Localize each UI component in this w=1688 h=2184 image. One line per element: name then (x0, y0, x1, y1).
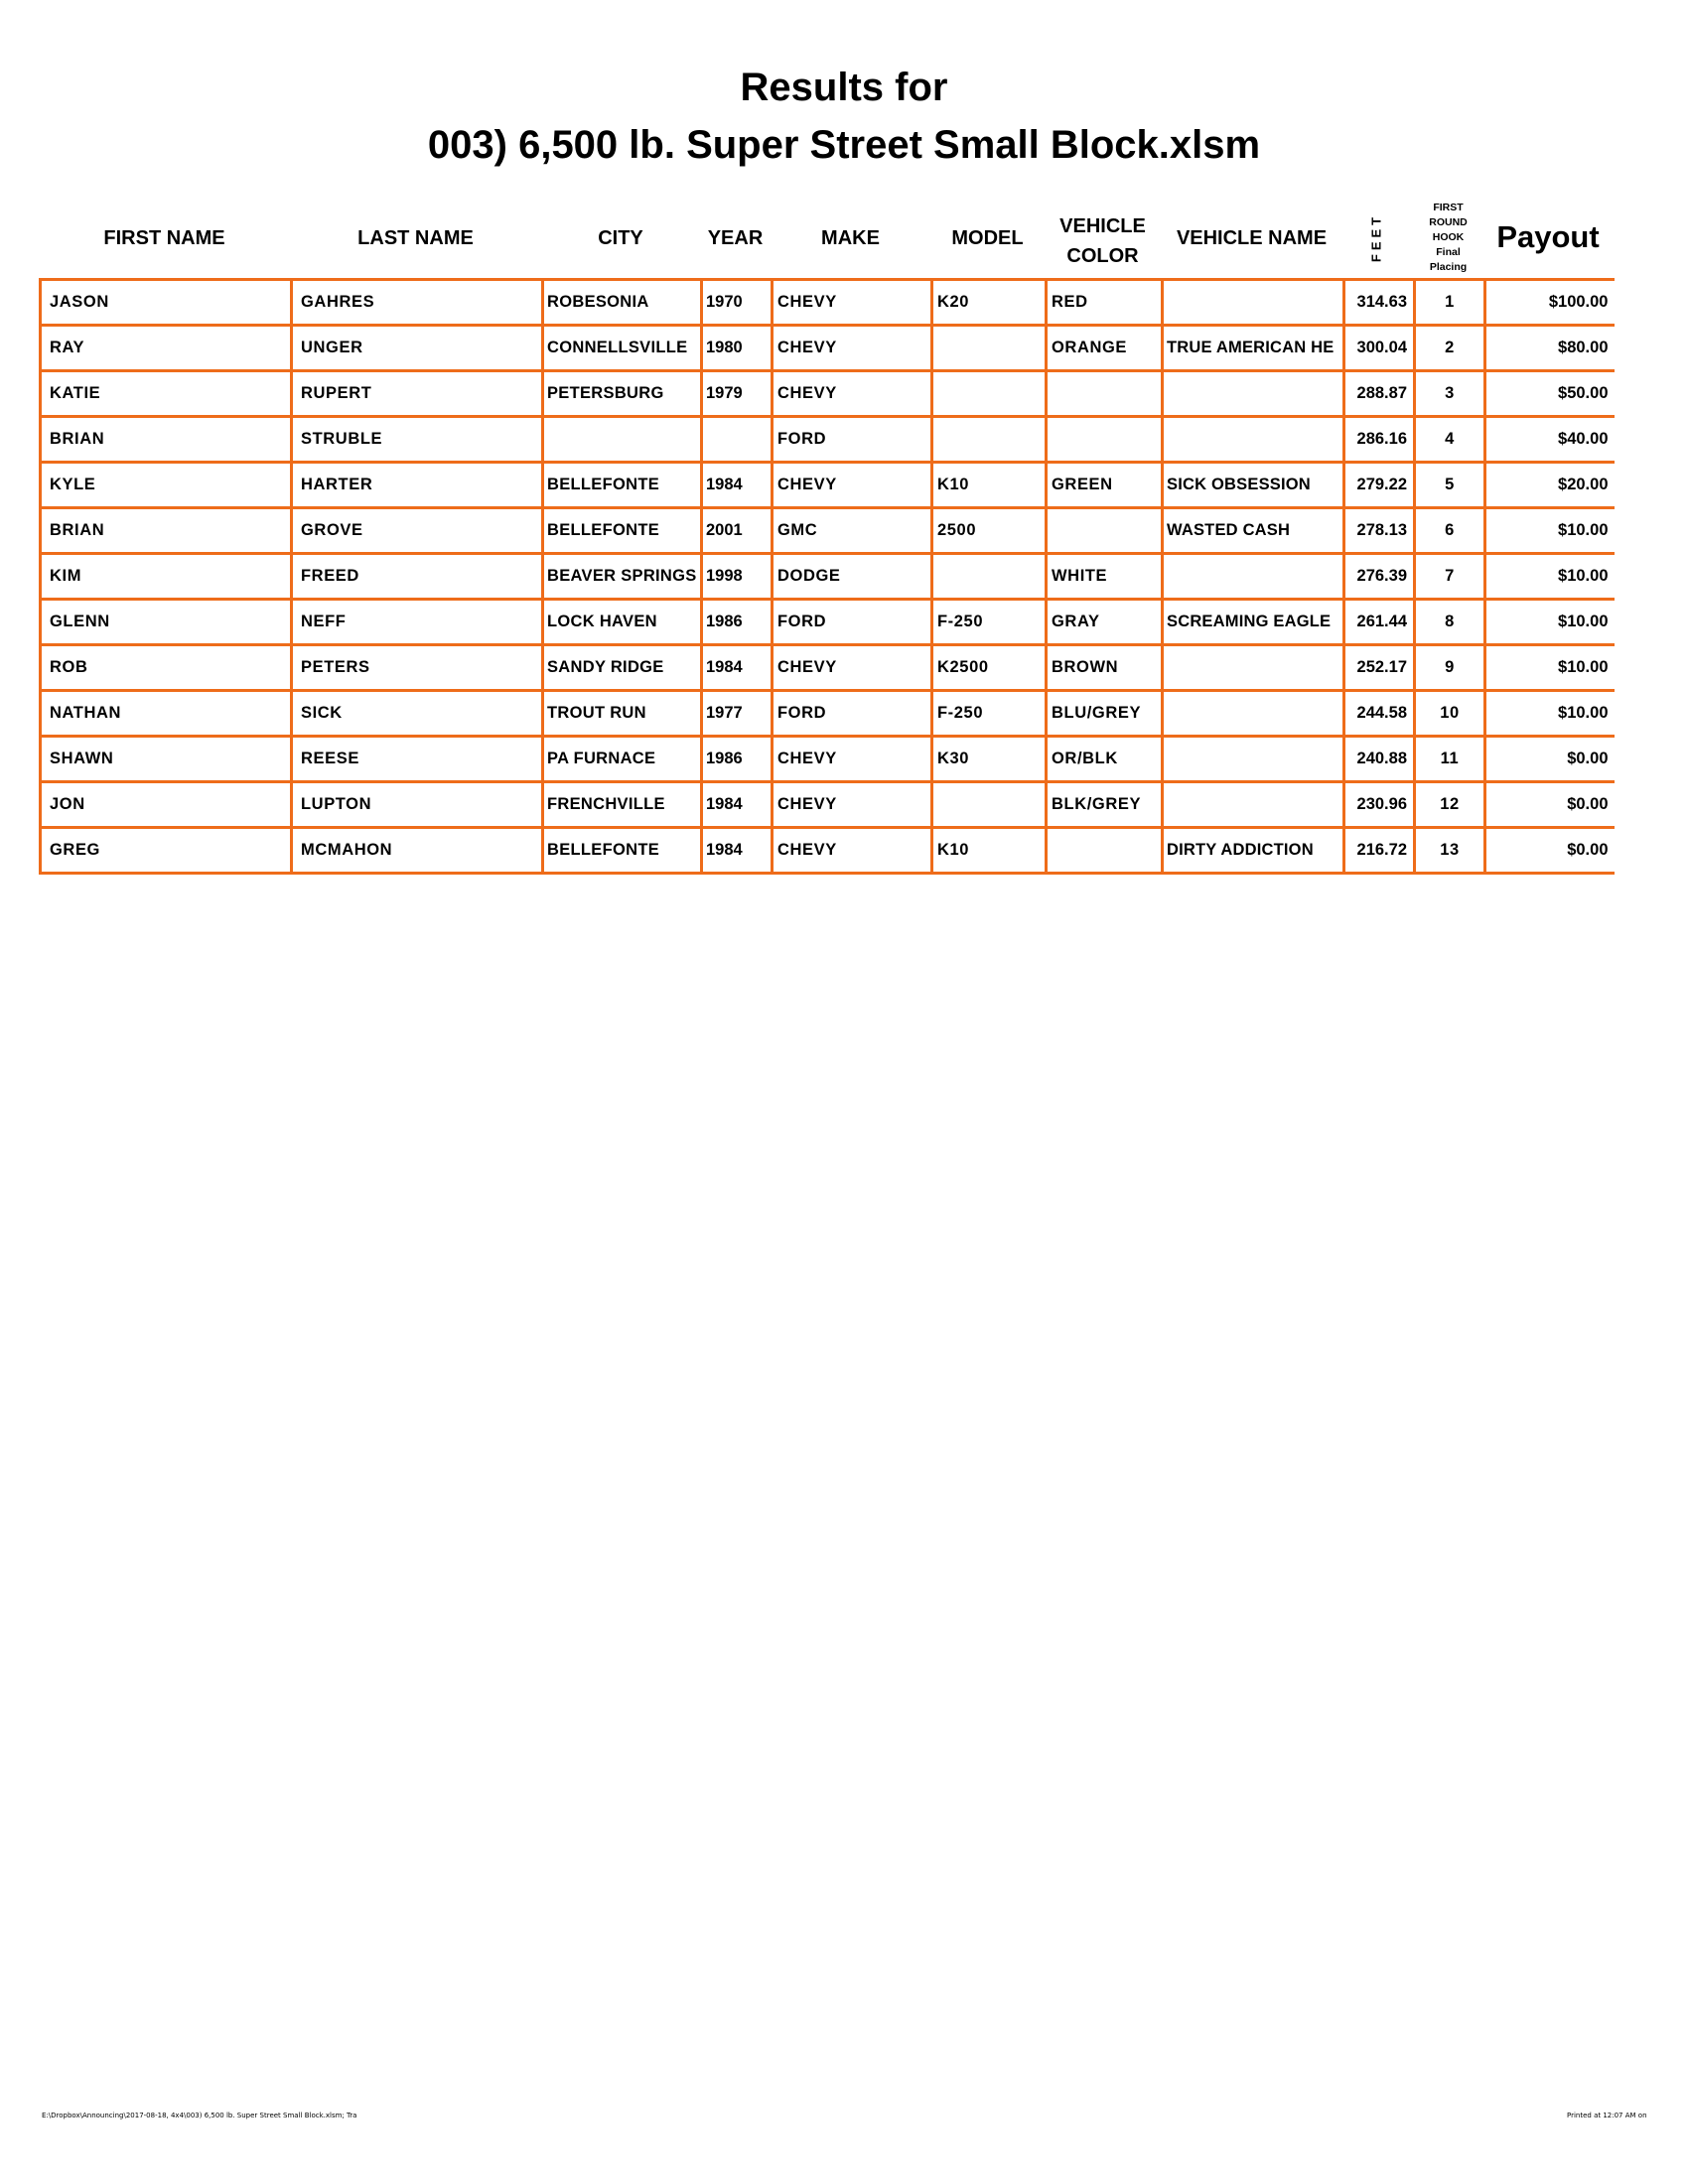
cell-payout: $10.00 (1485, 554, 1615, 600)
cell-first-name: JASON (41, 280, 292, 326)
header-feet: FEET (1368, 212, 1384, 263)
cell-placing: 5 (1415, 463, 1485, 508)
cell-last-name: MCMAHON (292, 828, 543, 874)
cell-first-name: GLENN (41, 600, 292, 645)
cell-first-name: SHAWN (41, 737, 292, 782)
footer-file-path: E:\Dropbox\Announcing\2017-08-18, 4x4\003) 6,500 lb. Super Street Small Block.xlsm; Tra (42, 2112, 357, 2119)
cell-last-name: LUPTON (292, 782, 543, 828)
cell-feet: 230.96 (1344, 782, 1415, 828)
cell-model: K10 (932, 828, 1047, 874)
cell-vehicle-color: WHITE (1047, 554, 1163, 600)
header-placing-line5: Placing (1429, 261, 1468, 273)
cell-vehicle-color (1047, 417, 1163, 463)
cell-last-name: GROVE (292, 508, 543, 554)
cell-placing: 9 (1415, 645, 1485, 691)
header-placing-line1: FIRST (1433, 202, 1464, 213)
table-row (41, 554, 1615, 600)
header-vehicle-name: VEHICLE NAME (1176, 227, 1328, 249)
table-row (41, 737, 1615, 782)
cell-make: FORD (773, 600, 932, 645)
header-year: YEAR (707, 227, 764, 249)
cell-make: CHEVY (773, 371, 932, 417)
table-row (41, 371, 1615, 417)
cell-city: PA FURNACE (543, 737, 702, 782)
header-placing-line2: ROUND (1429, 216, 1468, 228)
table-row (41, 691, 1615, 737)
cell-last-name: REESE (292, 737, 543, 782)
cell-make: DODGE (773, 554, 932, 600)
table-row (41, 645, 1615, 691)
cell-vehicle-color: BLK/GREY (1047, 782, 1163, 828)
cell-last-name: UNGER (292, 326, 543, 371)
cell-vehicle-name (1163, 782, 1344, 828)
cell-vehicle-name (1163, 737, 1344, 782)
cell-vehicle-name (1163, 554, 1344, 600)
cell-year: 1986 (702, 600, 773, 645)
cell-first-name: KYLE (41, 463, 292, 508)
cell-year: 1970 (702, 280, 773, 326)
table-row (41, 828, 1615, 874)
cell-first-name: KIM (41, 554, 292, 600)
cell-payout: $10.00 (1485, 691, 1615, 737)
header-vehicle-color-line1: VEHICLE (1059, 215, 1146, 237)
header-model: MODEL (951, 227, 1024, 249)
cell-feet: 314.63 (1344, 280, 1415, 326)
cell-model: F-250 (932, 600, 1047, 645)
cell-model: K10 (932, 463, 1047, 508)
cell-make: FORD (773, 417, 932, 463)
cell-vehicle-name (1163, 371, 1344, 417)
cell-last-name: FREED (292, 554, 543, 600)
cell-year: 1979 (702, 371, 773, 417)
cell-feet: 279.22 (1344, 463, 1415, 508)
cell-payout: $10.00 (1485, 508, 1615, 554)
header-placing-line3: HOOK (1432, 231, 1465, 243)
cell-model (932, 417, 1047, 463)
cell-model (932, 554, 1047, 600)
cell-placing: 3 (1415, 371, 1485, 417)
cell-vehicle-color: GRAY (1047, 600, 1163, 645)
cell-vehicle-name: SCREAMING EAGLE (1163, 600, 1344, 645)
cell-last-name: HARTER (292, 463, 543, 508)
cell-city: TROUT RUN (543, 691, 702, 737)
cell-placing: 8 (1415, 600, 1485, 645)
cell-last-name: SICK (292, 691, 543, 737)
cell-payout: $100.00 (1485, 280, 1615, 326)
report-title: Results for (740, 66, 948, 109)
cell-vehicle-color (1047, 508, 1163, 554)
cell-placing: 4 (1415, 417, 1485, 463)
cell-placing: 11 (1415, 737, 1485, 782)
table-row (41, 280, 1615, 326)
cell-vehicle-name: WASTED CASH (1163, 508, 1344, 554)
table-row (41, 782, 1615, 828)
cell-vehicle-name: TRUE AMERICAN HE (1163, 326, 1344, 371)
footer-printed-at: Printed at 12:07 AM on (1567, 2112, 1647, 2119)
header-vehicle-color-line2: COLOR (1066, 245, 1139, 267)
cell-payout: $10.00 (1485, 600, 1615, 645)
cell-make: CHEVY (773, 326, 932, 371)
cell-feet: 288.87 (1344, 371, 1415, 417)
cell-payout: $0.00 (1485, 828, 1615, 874)
header-first-name: FIRST NAME (103, 227, 225, 249)
cell-feet: 278.13 (1344, 508, 1415, 554)
cell-city: BELLEFONTE (543, 828, 702, 874)
cell-last-name: GAHRES (292, 280, 543, 326)
header-placing-line4: Final (1436, 246, 1461, 258)
cell-model: 2500 (932, 508, 1047, 554)
cell-vehicle-color (1047, 371, 1163, 417)
table-row (41, 508, 1615, 554)
cell-year: 2001 (702, 508, 773, 554)
cell-city: FRENCHVILLE (543, 782, 702, 828)
cell-make: CHEVY (773, 280, 932, 326)
cell-feet: 216.72 (1344, 828, 1415, 874)
cell-payout: $50.00 (1485, 371, 1615, 417)
cell-placing: 7 (1415, 554, 1485, 600)
cell-vehicle-name (1163, 691, 1344, 737)
cell-vehicle-color: BROWN (1047, 645, 1163, 691)
cell-first-name: JON (41, 782, 292, 828)
cell-first-name: GREG (41, 828, 292, 874)
cell-first-name: ROB (41, 645, 292, 691)
cell-feet: 244.58 (1344, 691, 1415, 737)
cell-first-name: RAY (41, 326, 292, 371)
cell-city: PETERSBURG (543, 371, 702, 417)
cell-city: LOCK HAVEN (543, 600, 702, 645)
cell-feet: 286.16 (1344, 417, 1415, 463)
cell-city: BELLEFONTE (543, 508, 702, 554)
cell-make: FORD (773, 691, 932, 737)
table-row (41, 326, 1615, 371)
cell-vehicle-color: GREEN (1047, 463, 1163, 508)
cell-last-name: PETERS (292, 645, 543, 691)
cell-payout: $0.00 (1485, 737, 1615, 782)
cell-make: CHEVY (773, 828, 932, 874)
cell-placing: 13 (1415, 828, 1485, 874)
cell-payout: $10.00 (1485, 645, 1615, 691)
cell-city: SANDY RIDGE (543, 645, 702, 691)
cell-city: BELLEFONTE (543, 463, 702, 508)
results-table (39, 278, 1615, 875)
header-last-name: LAST NAME (357, 227, 474, 249)
cell-make: CHEVY (773, 463, 932, 508)
cell-vehicle-color: BLU/GREY (1047, 691, 1163, 737)
cell-year: 1984 (702, 782, 773, 828)
cell-year: 1986 (702, 737, 773, 782)
cell-placing: 12 (1415, 782, 1485, 828)
cell-year: 1984 (702, 828, 773, 874)
cell-model (932, 371, 1047, 417)
header-vehicle-color (1045, 211, 1161, 271)
cell-feet: 300.04 (1344, 326, 1415, 371)
header-city: CITY (598, 227, 643, 249)
cell-placing: 6 (1415, 508, 1485, 554)
cell-city: BEAVER SPRINGS (543, 554, 702, 600)
cell-vehicle-color: RED (1047, 280, 1163, 326)
cell-make: CHEVY (773, 737, 932, 782)
cell-year: 1984 (702, 463, 773, 508)
cell-payout: $20.00 (1485, 463, 1615, 508)
header-make: MAKE (821, 227, 880, 249)
cell-placing: 1 (1415, 280, 1485, 326)
cell-year: 1977 (702, 691, 773, 737)
cell-vehicle-name: DIRTY ADDICTION (1163, 828, 1344, 874)
cell-last-name: STRUBLE (292, 417, 543, 463)
cell-vehicle-color: ORANGE (1047, 326, 1163, 371)
cell-model (932, 326, 1047, 371)
table-row (41, 417, 1615, 463)
cell-feet: 240.88 (1344, 737, 1415, 782)
cell-vehicle-name (1163, 417, 1344, 463)
header-placing (1413, 201, 1483, 275)
cell-first-name: KATIE (41, 371, 292, 417)
cell-model (932, 782, 1047, 828)
cell-city (543, 417, 702, 463)
cell-feet: 252.17 (1344, 645, 1415, 691)
cell-payout: $40.00 (1485, 417, 1615, 463)
results-table-body (41, 280, 1615, 874)
cell-city: ROBESONIA (543, 280, 702, 326)
cell-first-name: BRIAN (41, 508, 292, 554)
cell-placing: 10 (1415, 691, 1485, 737)
cell-model: K20 (932, 280, 1047, 326)
cell-model: K2500 (932, 645, 1047, 691)
cell-first-name: NATHAN (41, 691, 292, 737)
cell-year (702, 417, 773, 463)
report-subtitle-filename: 003) 6,500 lb. Super Street Small Block.xlsm (427, 123, 1261, 167)
cell-year: 1984 (702, 645, 773, 691)
cell-make: CHEVY (773, 782, 932, 828)
cell-last-name: RUPERT (292, 371, 543, 417)
cell-model: F-250 (932, 691, 1047, 737)
cell-first-name: BRIAN (41, 417, 292, 463)
cell-model: K30 (932, 737, 1047, 782)
cell-vehicle-color: OR/BLK (1047, 737, 1163, 782)
cell-vehicle-color (1047, 828, 1163, 874)
table-row (41, 463, 1615, 508)
cell-feet: 276.39 (1344, 554, 1415, 600)
cell-year: 1998 (702, 554, 773, 600)
cell-placing: 2 (1415, 326, 1485, 371)
cell-make: GMC (773, 508, 932, 554)
cell-vehicle-name: SICK OBSESSION (1163, 463, 1344, 508)
cell-year: 1980 (702, 326, 773, 371)
cell-payout: $0.00 (1485, 782, 1615, 828)
cell-vehicle-name (1163, 280, 1344, 326)
cell-city: CONNELLSVILLE (543, 326, 702, 371)
cell-make: CHEVY (773, 645, 932, 691)
cell-last-name: NEFF (292, 600, 543, 645)
table-row (41, 600, 1615, 645)
cell-payout: $80.00 (1485, 326, 1615, 371)
header-payout: Payout (1496, 219, 1600, 254)
cell-vehicle-name (1163, 645, 1344, 691)
cell-feet: 261.44 (1344, 600, 1415, 645)
